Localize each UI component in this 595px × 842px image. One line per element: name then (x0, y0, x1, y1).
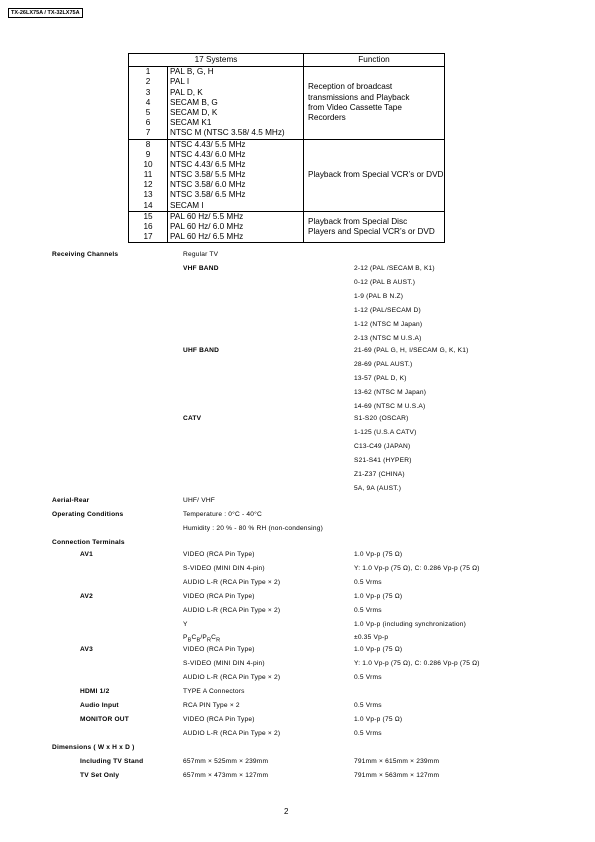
system-names: NTSC 4.43/ 5.5 MHz NTSC 4.43/ 6.0 MHz NTSC 4.43/ 6.5 MHz NTSC 3.58/ 5.5 MHz NTSC 3.58/ 6.0 MHz NTSC 3.58/ 6.5 MHz SECAM I (168, 139, 304, 211)
model-header: TX-26LX75A / TX-32LX75A (8, 8, 83, 18)
system-function: Playback from Special VCR’s or DVD (304, 139, 445, 211)
vhf-channel: 2-12 (PAL /SECAM B, K1) (354, 265, 435, 272)
catv-channel: S1-S20 (OSCAR) (354, 415, 409, 422)
catv-channel: C13-C49 (JAPAN) (354, 443, 411, 450)
uhf-channel: 28-69 (PAL AUST.) (354, 361, 413, 368)
system-numbers: 15 16 17 (129, 211, 168, 243)
vhf-band-label: VHF BAND (183, 265, 219, 272)
av3-label: AV3 (80, 646, 93, 653)
set-dimensions-26: 657mm × 473mm × 127mm (183, 772, 269, 779)
vhf-channel: 1-12 (NTSC M Japan) (354, 321, 423, 328)
av2-value: ±0.35 Vp-p (354, 634, 389, 641)
monitor-out-item: AUDIO L-R (RCA Pin Type × 2) (183, 730, 281, 737)
vhf-channel: 0-12 (PAL B AUST.) (354, 279, 416, 286)
system-function: Reception of broadcast transmissions and Playback from Video Cassette Tape Recorders (304, 67, 445, 139)
av1-item: AUDIO L-R (RCA Pin Type × 2) (183, 579, 281, 586)
operating-conditions-label: Operating Conditions (52, 511, 124, 518)
av1-label: AV1 (80, 551, 93, 558)
humidity-value: Humidity : 20 % - 80 % RH (non-condensing) (183, 525, 323, 532)
av1-item: VIDEO (RCA Pin Type) (183, 551, 255, 558)
tv-set-only-label: TV Set Only (80, 772, 120, 779)
av2-item: $P_BC_B/P_RC_R$ (183, 634, 221, 644)
av3-item: AUDIO L-R (RCA Pin Type × 2) (183, 674, 281, 681)
set-dimensions-32: 791mm × 563mm × 127mm (354, 772, 440, 779)
av3-value: 1.0 Vp-p (75 Ω) (354, 646, 403, 653)
av1-item: S-VIDEO (MINI DIN 4-pin) (183, 565, 265, 572)
systems-column-header: 17 Systems (129, 54, 304, 67)
audio-input-value: 0.5 Vrms (354, 702, 382, 709)
av1-value: 0.5 Vrms (354, 579, 382, 586)
vhf-channel: 1-12 (PAL/SECAM D) (354, 307, 421, 314)
audio-input-label: Audio Input (80, 702, 119, 709)
av2-value: 0.5 Vrms (354, 607, 382, 614)
uhf-channel: 21-69 (PAL G, H, I/SECAM G, K, K1) (354, 347, 469, 354)
hdmi-label: HDMI 1/2 (80, 688, 110, 695)
table-header-row (129, 54, 445, 67)
table-row (129, 211, 445, 243)
system-names: PAL B, G, H PAL I PAL D, K SECAM B, G SECAM D, K SECAM K1 NTSC M (NTSC 3.58/ 4.5 MHz) (168, 67, 304, 139)
catv-channel: 1-125 (U.S.A CATV) (354, 429, 417, 436)
hdmi-item: TYPE A Connectors (183, 688, 245, 695)
system-names: PAL 60 Hz/ 5.5 MHz PAL 60 Hz/ 6.0 MHz PAL 60 Hz/ 6.5 MHz (168, 211, 304, 243)
receiving-channels-label: Receiving Channels (52, 251, 119, 258)
system-function: Playback from Special Disc Players and Special VCR’s or DVD (304, 211, 445, 243)
table-row (129, 139, 445, 211)
av3-item: S-VIDEO (MINI DIN 4-pin) (183, 660, 265, 667)
uhf-channel: 13-57 (PAL D, K) (354, 375, 407, 382)
av1-value: Y: 1.0 Vp-p (75 Ω), C: 0.286 Vp-p (75 Ω) (354, 565, 480, 572)
aerial-value: UHF/ VHF (183, 497, 216, 504)
av1-value: 1.0 Vp-p (75 Ω) (354, 551, 403, 558)
system-numbers: 8 9 10 11 12 13 14 (129, 139, 168, 211)
connection-terminals-label: Connection Terminals (52, 539, 125, 546)
catv-channel: Z1-Z37 (CHINA) (354, 471, 405, 478)
vhf-channel: 2-13 (NTSC M U.S.A) (354, 335, 422, 342)
regular-tv-label: Regular TV (183, 251, 219, 258)
uhf-channel: 14-69 (NTSC M U.S.A) (354, 403, 426, 410)
aerial-label: Aerial-Rear (52, 497, 90, 504)
temperature-value: Temperature : 0°C - 40°C (183, 511, 262, 518)
audio-input-item: RCA PIN Type × 2 (183, 702, 240, 709)
av2-item: AUDIO L-R (RCA Pin Type × 2) (183, 607, 281, 614)
av3-value: 0.5 Vrms (354, 674, 382, 681)
catv-label: CATV (183, 415, 202, 422)
stand-dimensions-26: 657mm × 525mm × 239mm (183, 758, 269, 765)
uhf-channel: 13-62 (NTSC M Japan) (354, 389, 427, 396)
catv-channel: S21-S41 (HYPER) (354, 457, 412, 464)
av2-value: 1.0 Vp-p (75 Ω) (354, 593, 403, 600)
dimensions-label: Dimensions ( W x H x D ) (52, 744, 135, 751)
monitor-out-value: 0.5 Vrms (354, 730, 382, 737)
page-number: 2 (284, 807, 289, 816)
including-stand-label: Including TV Stand (80, 758, 144, 765)
av2-label: AV2 (80, 593, 93, 600)
function-column-header: Function (304, 54, 445, 67)
uhf-band-label: UHF BAND (183, 347, 220, 354)
table-row (129, 67, 445, 139)
av2-item: VIDEO (RCA Pin Type) (183, 593, 255, 600)
av3-item: VIDEO (RCA Pin Type) (183, 646, 255, 653)
monitor-out-value: 1.0 Vp-p (75 Ω) (354, 716, 403, 723)
monitor-out-label: MONITOR OUT (80, 716, 129, 723)
av3-value: Y: 1.0 Vp-p (75 Ω), C: 0.286 Vp-p (75 Ω) (354, 660, 480, 667)
monitor-out-item: VIDEO (RCA Pin Type) (183, 716, 255, 723)
stand-dimensions-32: 791mm × 615mm × 239mm (354, 758, 440, 765)
av2-item: Y (183, 621, 188, 628)
vhf-channel: 1-9 (PAL B N.Z) (354, 293, 404, 300)
system-numbers: 1 2 3 4 5 6 7 (129, 67, 168, 139)
catv-channel: 5A, 9A (AUST.) (354, 485, 402, 492)
av2-value: 1.0 Vp-p (including synchronization) (354, 621, 467, 628)
systems-table (128, 53, 445, 243)
